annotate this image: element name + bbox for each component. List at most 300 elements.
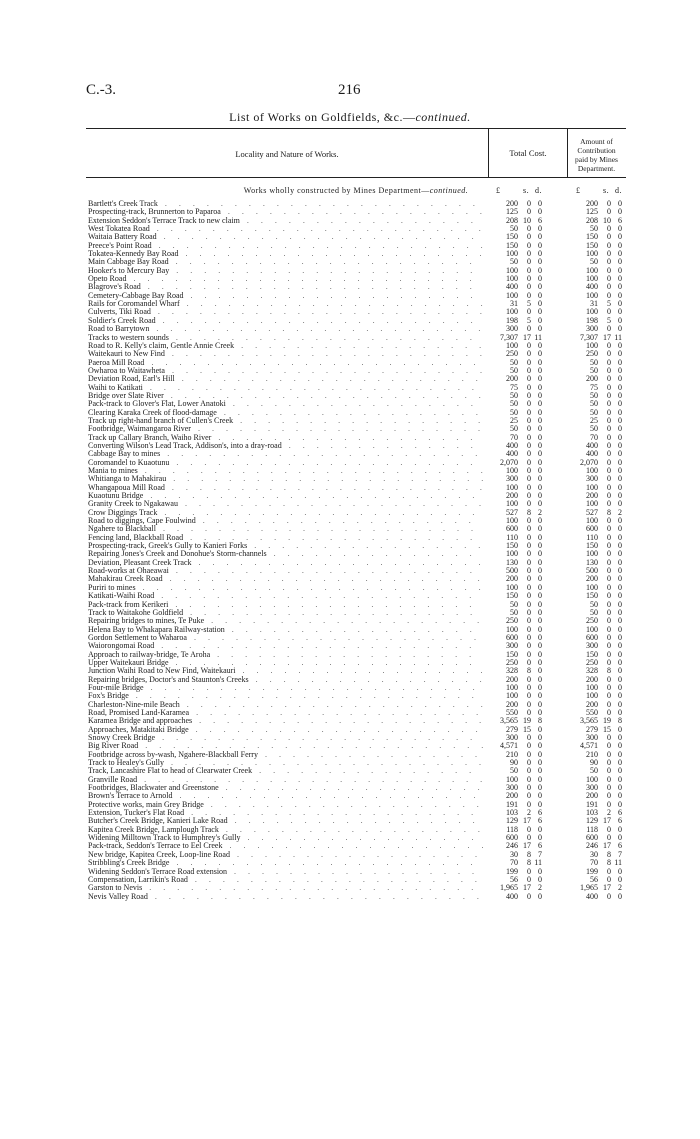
total-shillings: 0: [527, 799, 531, 809]
table-row: [86, 400, 626, 408]
locality-cell: Rails for Coromandel Wharf . . .: [88, 300, 483, 308]
total-shillings: 0: [527, 274, 531, 284]
total-pence: 0: [538, 274, 542, 284]
contribution-shillings: 8: [607, 507, 611, 517]
contribution-shillings: 0: [607, 374, 611, 384]
total-pounds: 30: [510, 849, 518, 859]
total-shillings: 2: [527, 808, 531, 818]
total-pence: 0: [538, 682, 542, 692]
contribution-shillings: 0: [607, 282, 611, 292]
contribution-pounds: 600: [586, 632, 598, 642]
locality-cell: Snowy Creek Bridge . . .: [88, 734, 483, 742]
total-pounds: 150: [506, 649, 518, 659]
contribution-pence: 0: [618, 524, 622, 534]
total-shillings: 17: [523, 332, 531, 342]
contribution-pence: 0: [618, 591, 622, 601]
total-shillings: 0: [527, 265, 531, 275]
contribution-pence: 0: [618, 574, 622, 584]
total-pence: 0: [538, 390, 542, 400]
contribution-shillings: 0: [607, 407, 611, 417]
contribution-pence: 0: [618, 257, 622, 267]
total-pence: 0: [538, 707, 542, 717]
total-pence: 0: [538, 457, 542, 467]
total-pence: 6: [538, 215, 542, 225]
contribution-pounds: 100: [586, 290, 598, 300]
total-shillings: 0: [527, 591, 531, 601]
contribution-pence: 0: [618, 224, 622, 234]
total-shillings: 0: [527, 891, 531, 901]
contribution-pence: 0: [618, 624, 622, 634]
unit-pound: £: [496, 186, 501, 195]
total-shillings: 0: [527, 616, 531, 626]
total-pounds: 300: [506, 324, 518, 334]
total-pounds: 90: [510, 758, 518, 768]
contribution-pounds: 100: [586, 274, 598, 284]
total-pence: 0: [538, 232, 542, 242]
table-row: [86, 500, 626, 508]
contribution-pounds: 400: [586, 440, 598, 450]
contribution-shillings: 0: [607, 290, 611, 300]
total-pounds: 208: [506, 215, 518, 225]
locality-cell: Road to R. Kelly's claim, Gentle Annie Creek . . .: [88, 342, 483, 350]
table-row: [86, 567, 626, 575]
contribution-pence: 0: [618, 415, 622, 425]
unit-pound: £: [576, 186, 581, 195]
table-row: [86, 467, 626, 475]
total-pence: 0: [538, 407, 542, 417]
locality-cell: Road to diggings, Cape Foulwind . . .: [88, 517, 483, 525]
contribution-pounds: 400: [586, 891, 598, 901]
contribution-pence: 0: [618, 274, 622, 284]
contribution-pounds: 150: [586, 232, 598, 242]
contribution-shillings: 0: [607, 624, 611, 634]
total-pounds: 125: [506, 207, 518, 217]
table-row: [86, 676, 626, 684]
total-shillings: 0: [527, 833, 531, 843]
locality-cell: Main Cabbage Bay Road . . .: [88, 258, 483, 266]
contribution-shillings: 0: [607, 557, 611, 567]
total-pence: 2: [538, 883, 542, 893]
locality-cell: Karamea Bridge and approaches . . .: [88, 717, 483, 725]
contribution-pence: 0: [618, 599, 622, 609]
locality-cell: Preece's Point Road . . .: [88, 242, 483, 250]
contribution-pounds: 200: [586, 699, 598, 709]
contribution-pounds: 75: [590, 382, 598, 392]
contribution-pence: 0: [618, 474, 622, 484]
total-pence: 0: [538, 582, 542, 592]
table-row: [86, 701, 626, 709]
section-title: Works wholly constructed by Mines Department—continued. £ s. d. £ s. d.: [243, 186, 622, 195]
locality-cell: Mania to mines . . .: [88, 467, 483, 475]
total-shillings: 0: [527, 257, 531, 267]
total-pence: 0: [538, 591, 542, 601]
total-pence: 0: [538, 491, 542, 501]
total-pence: 0: [538, 666, 542, 676]
locality-cell: Whitianga to Mahakirau . . .: [88, 475, 483, 483]
contribution-pence: 0: [618, 566, 622, 576]
total-shillings: 0: [527, 866, 531, 876]
total-pounds: 100: [506, 274, 518, 284]
total-pence: 0: [538, 599, 542, 609]
table-row: [86, 726, 626, 734]
contribution-shillings: 10: [603, 215, 611, 225]
contribution-shillings: 0: [607, 799, 611, 809]
locality-cell: Ngahere to Blackball . . .: [88, 525, 483, 533]
total-pounds: 250: [506, 657, 518, 667]
total-shillings: 0: [527, 407, 531, 417]
total-shillings: 0: [527, 549, 531, 559]
locality-cell: Upper Waitekauri Bridge . . .: [88, 659, 483, 667]
total-pounds: 100: [506, 499, 518, 509]
contribution-pounds: 100: [586, 774, 598, 784]
contribution-shillings: 0: [607, 574, 611, 584]
contribution-pence: 0: [618, 707, 622, 717]
locality-cell: Track to Healey's Gully . . .: [88, 759, 483, 767]
total-pence: 0: [538, 699, 542, 709]
total-pence: 0: [538, 557, 542, 567]
total-pence: 0: [538, 532, 542, 542]
total-pounds: 50: [510, 607, 518, 617]
locality-cell: Protective works, main Grey Bridge . . .: [88, 801, 483, 809]
contribution-pence: 0: [618, 440, 622, 450]
total-pence: 0: [538, 299, 542, 309]
total-shillings: 0: [527, 516, 531, 526]
total-pounds: 56: [510, 874, 518, 884]
locality-cell: Waiorongomai Road . . .: [88, 642, 483, 650]
total-shillings: 0: [527, 365, 531, 375]
page-title: [0, 110, 700, 125]
contribution-pence: 0: [618, 374, 622, 384]
locality-cell: Paeroa Mill Road . . .: [88, 359, 483, 367]
locality-cell: Approach to railway-bridge, Te Aroha . . .: [88, 651, 483, 659]
total-pounds: 50: [510, 390, 518, 400]
total-pounds: 100: [506, 624, 518, 634]
contribution-shillings: 0: [607, 365, 611, 375]
table-row: [86, 759, 626, 767]
contribution-pence: 0: [618, 207, 622, 217]
contribution-pounds: 3,565: [580, 716, 598, 726]
table-row: [86, 584, 626, 592]
contribution-pence: 0: [618, 733, 622, 742]
total-shillings: 0: [527, 574, 531, 584]
contribution-pence: 0: [618, 290, 622, 300]
total-shillings: 0: [527, 415, 531, 425]
locality-cell: Culverts, Tiki Road . . .: [88, 308, 483, 316]
contribution-pence: 0: [618, 557, 622, 567]
locality-cell: Footbridge across by-wash, Ngahere-Blackball Ferry . . .: [88, 751, 483, 759]
total-cost-header: Total Cost.: [488, 129, 568, 177]
locality-cell: Repairing bridges to mines, Te Puke . . .: [88, 617, 483, 625]
total-pounds: 198: [506, 315, 518, 325]
contribution-pence: 0: [618, 424, 622, 434]
table-row: [86, 651, 626, 659]
contribution-pence: 0: [618, 649, 622, 659]
total-shillings: 0: [527, 374, 531, 384]
contribution-pence: 0: [618, 541, 622, 551]
total-pounds: 50: [510, 365, 518, 375]
contribution-pounds: 100: [586, 516, 598, 526]
contribution-pence: 0: [618, 282, 622, 292]
table-row: [86, 300, 626, 308]
unit-shilling: s.: [523, 186, 530, 195]
table-row: [86, 642, 626, 650]
contribution-shillings: 19: [603, 716, 611, 726]
contribution-pounds: 90: [590, 758, 598, 768]
table-row: [86, 809, 626, 817]
contribution-pence: 0: [618, 432, 622, 442]
table-row: [86, 617, 626, 625]
total-pounds: 2,070: [500, 457, 518, 467]
total-pounds: 100: [506, 774, 518, 784]
contribution-shillings: 17: [603, 816, 611, 826]
contribution-pounds: 198: [586, 315, 598, 325]
total-pence: 0: [538, 866, 542, 876]
total-pence: 0: [538, 616, 542, 626]
table-row: [86, 450, 626, 458]
locality-cell: West Tokatea Road . . .: [88, 225, 483, 233]
locality-cell: Kuaotunu Bridge . . .: [88, 492, 483, 500]
total-shillings: 0: [527, 691, 531, 701]
contribution-pounds: 300: [586, 641, 598, 651]
table-row: [86, 868, 626, 876]
table-row: [86, 734, 626, 742]
locality-cell: Mahakirau Creek Road . . .: [88, 575, 483, 583]
contribution-pence: 0: [618, 607, 622, 617]
table-row: [86, 801, 626, 809]
total-pence: 0: [538, 365, 542, 375]
total-pence: 0: [538, 290, 542, 300]
table-row: [86, 434, 626, 442]
contribution-shillings: 0: [607, 249, 611, 259]
total-pence: 0: [538, 749, 542, 759]
locality-cell: Granity Creek to Ngakawau . . .: [88, 500, 483, 508]
locality-cell: Soldier's Creek Road . . .: [88, 317, 483, 325]
locality-cell: Waitaia Battery Road . . .: [88, 233, 483, 241]
contribution-pence: 0: [618, 249, 622, 259]
locality-cell: Deviation, Pleasant Creek Track . . .: [88, 559, 483, 567]
locality-cell: Whangapoua Mill Road . . .: [88, 484, 483, 492]
total-pounds: 300: [506, 641, 518, 651]
total-shillings: 5: [527, 299, 531, 309]
total-pence: 0: [538, 891, 542, 901]
contribution-pence: 0: [618, 349, 622, 359]
total-pence: 0: [538, 415, 542, 425]
total-shillings: 0: [527, 641, 531, 651]
total-pounds: 50: [510, 766, 518, 776]
table-row: [86, 517, 626, 525]
contribution-pounds: 300: [586, 783, 598, 793]
locality-cell: Widening Milltown Track to Humphrey's Gully . . .: [88, 834, 483, 842]
table-row: [86, 751, 626, 759]
total-pounds: 50: [510, 599, 518, 609]
locality-cell: Opeto Road . . .: [88, 275, 483, 283]
locality-cell: Track up Callary Branch, Waiho River . . .: [88, 434, 483, 442]
total-pence: 0: [538, 791, 542, 801]
locality-cell: Bridge over Slate River . . .: [88, 392, 483, 400]
contribution-pounds: 7,307: [580, 332, 598, 342]
total-pence: 0: [538, 766, 542, 776]
contribution-pounds: 50: [590, 766, 598, 776]
total-pence: 0: [538, 340, 542, 350]
table-row: [86, 384, 626, 392]
total-pence: 0: [538, 357, 542, 367]
table-row: [86, 425, 626, 433]
contribution-pence: 0: [618, 866, 622, 876]
table-row: [86, 350, 626, 358]
locality-cell: Deviation Road, Earl's Hill . . .: [88, 375, 483, 383]
contribution-pence: 0: [618, 532, 622, 542]
total-shillings: 0: [527, 440, 531, 450]
contribution-pence: 0: [618, 240, 622, 250]
contribution-shillings: 0: [607, 758, 611, 768]
contribution-shillings: 8: [607, 849, 611, 859]
contribution-pounds: 50: [590, 257, 598, 267]
contribution-pence: 6: [618, 808, 622, 818]
total-pence: 0: [538, 382, 542, 392]
contribution-pounds: 100: [586, 249, 598, 259]
contribution-pence: 0: [618, 516, 622, 526]
table-row: [86, 509, 626, 517]
table-row: [86, 834, 626, 842]
table-row: [86, 784, 626, 792]
total-shillings: 0: [527, 874, 531, 884]
locality-cell: Widening Seddon's Terrace Road extension . . .: [88, 868, 483, 876]
total-shillings: 0: [527, 499, 531, 509]
total-pounds: 550: [506, 707, 518, 717]
total-shillings: 0: [527, 566, 531, 576]
contribution-shillings: 0: [607, 491, 611, 501]
contribution-pence: 0: [618, 499, 622, 509]
contribution-pounds: 25: [590, 415, 598, 425]
total-pence: 0: [538, 315, 542, 325]
table-row: [86, 308, 626, 316]
total-pounds: 100: [506, 290, 518, 300]
total-pence: 0: [538, 482, 542, 492]
contribution-pence: 0: [618, 382, 622, 392]
total-shillings: 0: [527, 557, 531, 567]
total-pence: 0: [538, 224, 542, 234]
contribution-shillings: 17: [603, 332, 611, 342]
total-pounds: 110: [506, 532, 518, 542]
table-row: [86, 375, 626, 383]
contribution-shillings: 0: [607, 824, 611, 834]
contribution-shillings: 0: [607, 532, 611, 542]
total-pence: 0: [538, 349, 542, 359]
total-pounds: 279: [506, 724, 518, 734]
total-pounds: 150: [506, 240, 518, 250]
contribution-pounds: 150: [586, 649, 598, 659]
contribution-shillings: 8: [607, 666, 611, 676]
contribution-shillings: 0: [607, 482, 611, 492]
total-pence: 0: [538, 549, 542, 559]
table-row: [86, 208, 626, 216]
contribution-shillings: 0: [607, 632, 611, 642]
total-pounds: 200: [506, 199, 518, 208]
contribution-pence: 0: [618, 232, 622, 242]
contribution-shillings: 8: [607, 858, 611, 868]
total-shillings: 0: [527, 624, 531, 634]
contribution-pounds: 50: [590, 607, 598, 617]
contribution-pence: 6: [618, 841, 622, 851]
total-pence: 11: [534, 332, 542, 342]
contribution-pounds: 400: [586, 449, 598, 459]
contribution-pounds: 70: [590, 858, 598, 868]
contribution-shillings: 0: [607, 741, 611, 751]
contribution-pence: 7: [618, 849, 622, 859]
locality-cell: Track to Waitakohe Goldfield . . .: [88, 609, 483, 617]
table-row: [86, 233, 626, 241]
locality-cell: Charleston-Nine-mile Beach . . .: [88, 701, 483, 709]
total-pounds: 130: [506, 557, 518, 567]
total-pence: 0: [538, 207, 542, 217]
total-shillings: 0: [527, 657, 531, 667]
contribution-pence: 0: [618, 783, 622, 793]
total-pounds: 50: [510, 424, 518, 434]
table-row: [86, 826, 626, 834]
contribution-shillings: 0: [607, 607, 611, 617]
contribution-pounds: 150: [586, 240, 598, 250]
table-row: [86, 258, 626, 266]
locality-cell: Brown's Terrace to Arnold . . .: [88, 792, 483, 800]
contribution-pence: 0: [618, 824, 622, 834]
locality-cell: Pack-track to Glover's Flat, Lower Anatoki . . .: [88, 400, 483, 408]
contribution-pounds: 1,965: [580, 883, 598, 893]
table-row: [86, 792, 626, 800]
contribution-pounds: 150: [586, 541, 598, 551]
total-shillings: 0: [527, 424, 531, 434]
contribution-pence: 0: [618, 299, 622, 309]
contribution-pence: 0: [618, 741, 622, 751]
total-shillings: 0: [527, 674, 531, 684]
contribution-pence: 0: [618, 666, 622, 676]
total-shillings: 0: [527, 733, 531, 742]
contribution-shillings: 0: [607, 199, 611, 208]
total-pounds: 50: [510, 357, 518, 367]
contribution-pence: 0: [618, 791, 622, 801]
contribution-pence: 0: [618, 340, 622, 350]
contribution-pounds: 4,571: [580, 741, 598, 751]
locality-cell: Butcher's Creek Bridge, Kanieri Lake Road . . .: [88, 817, 483, 825]
contribution-shillings: 0: [607, 257, 611, 267]
contribution-pounds: 100: [586, 499, 598, 509]
contribution-pounds: 246: [586, 841, 598, 851]
table-row: [86, 250, 626, 258]
table-row: [86, 275, 626, 283]
contribution-shillings: 17: [603, 841, 611, 851]
table-row: [86, 200, 626, 208]
contribution-pounds: 110: [586, 532, 598, 542]
total-pounds: 210: [506, 749, 518, 759]
total-pounds: 150: [506, 541, 518, 551]
contribution-shillings: 0: [607, 874, 611, 884]
total-shillings: 15: [523, 724, 531, 734]
contribution-pence: 0: [618, 766, 622, 776]
contribution-pence: 0: [618, 265, 622, 275]
contribution-pounds: 100: [586, 549, 598, 559]
table-row: [86, 742, 626, 750]
locality-cell: Road, Promised Land-Karamea . . .: [88, 709, 483, 717]
total-pounds: 200: [506, 791, 518, 801]
total-pence: 0: [538, 824, 542, 834]
contribution-shillings: 0: [607, 541, 611, 551]
contribution-pounds: 50: [590, 424, 598, 434]
table-row: [86, 776, 626, 784]
total-pounds: 100: [506, 691, 518, 701]
table-row: [86, 334, 626, 342]
table-row: [86, 292, 626, 300]
total-shillings: 0: [527, 707, 531, 717]
total-shillings: 0: [527, 599, 531, 609]
